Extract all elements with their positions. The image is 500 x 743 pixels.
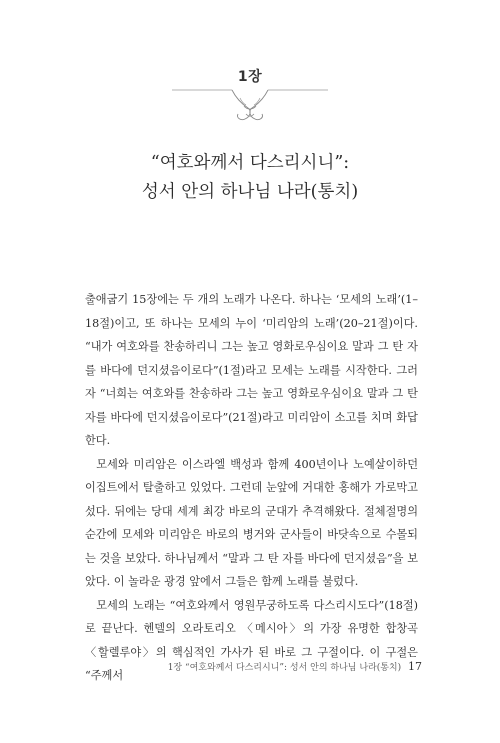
paragraph-1: 출애굽기 15장에는 두 개의 노래가 나온다. 하나는 ‘모세의 노래’(1–18절)이고, 또 하나는 모세의 누이 ‘미리암의 노래’(20–21절)이다. “내가 여호와를 찬송하리니 그는 높고 영화로우심이요 말과 그 탄 자를 바다에 던지셨음이로다”(1절)라고 모세는 노래를 시작한다. 그러자 “너희는 여호와를 찬송하라 그는 높고 영화로우심이요 말과 그 탄 자를 바다에 던지셨음이로다”(21절)라고 미리암이 소고를 치며 화답한다. [85, 293, 418, 447]
paragraph-3: 모세의 노래는 “여호와께서 영원무궁하도록 다스리시도다”(18절)로 끝난다. 헨델의 오라토리오 〈메시아〉의 가장 유명한 합창곡 〈할렐루야〉의 핵심적인 가사가 된 바로 그 구절이다. 이 구절은 “주께서 [85, 598, 418, 682]
paragraph-2: 모세와 미리암은 이스라엘 백성과 함께 400년이나 노예살이하던 이집트에서 탈출하고 있었다. 그런데 눈앞에 거대한 홍해가 가로막고 섰다. 뒤에는 당대 세계 최강 바로의 군대가 추격해왔다. 절체절명의 순간에 모세와 미리암은 바로의 병거와 군사들이 바닷속으로 수몰되는 것을 보았다. 하나님께서 “말과 그 탄 자를 바다에 던지셨음”을 보았다. 이 놀라운 광경 앞에서 그들은 함께 노래를 불렀다. [85, 457, 418, 588]
page-number: 17 [408, 660, 422, 673]
hands-ornament-icon [0, 84, 500, 132]
running-head: 1장 “여호와께서 다스리시니”: 성서 안의 하나님 나라(통치) [167, 663, 402, 673]
page-footer [168, 660, 422, 673]
chapter-title [0, 149, 500, 207]
chapter-label: 1장 [237, 69, 263, 85]
chapter-title-line-1: “여호와께서 다스리시니”: [150, 153, 350, 173]
chapter-title-line-2: 성서 안의 하나님 나라(통치) [141, 182, 359, 202]
body-text [85, 288, 418, 688]
